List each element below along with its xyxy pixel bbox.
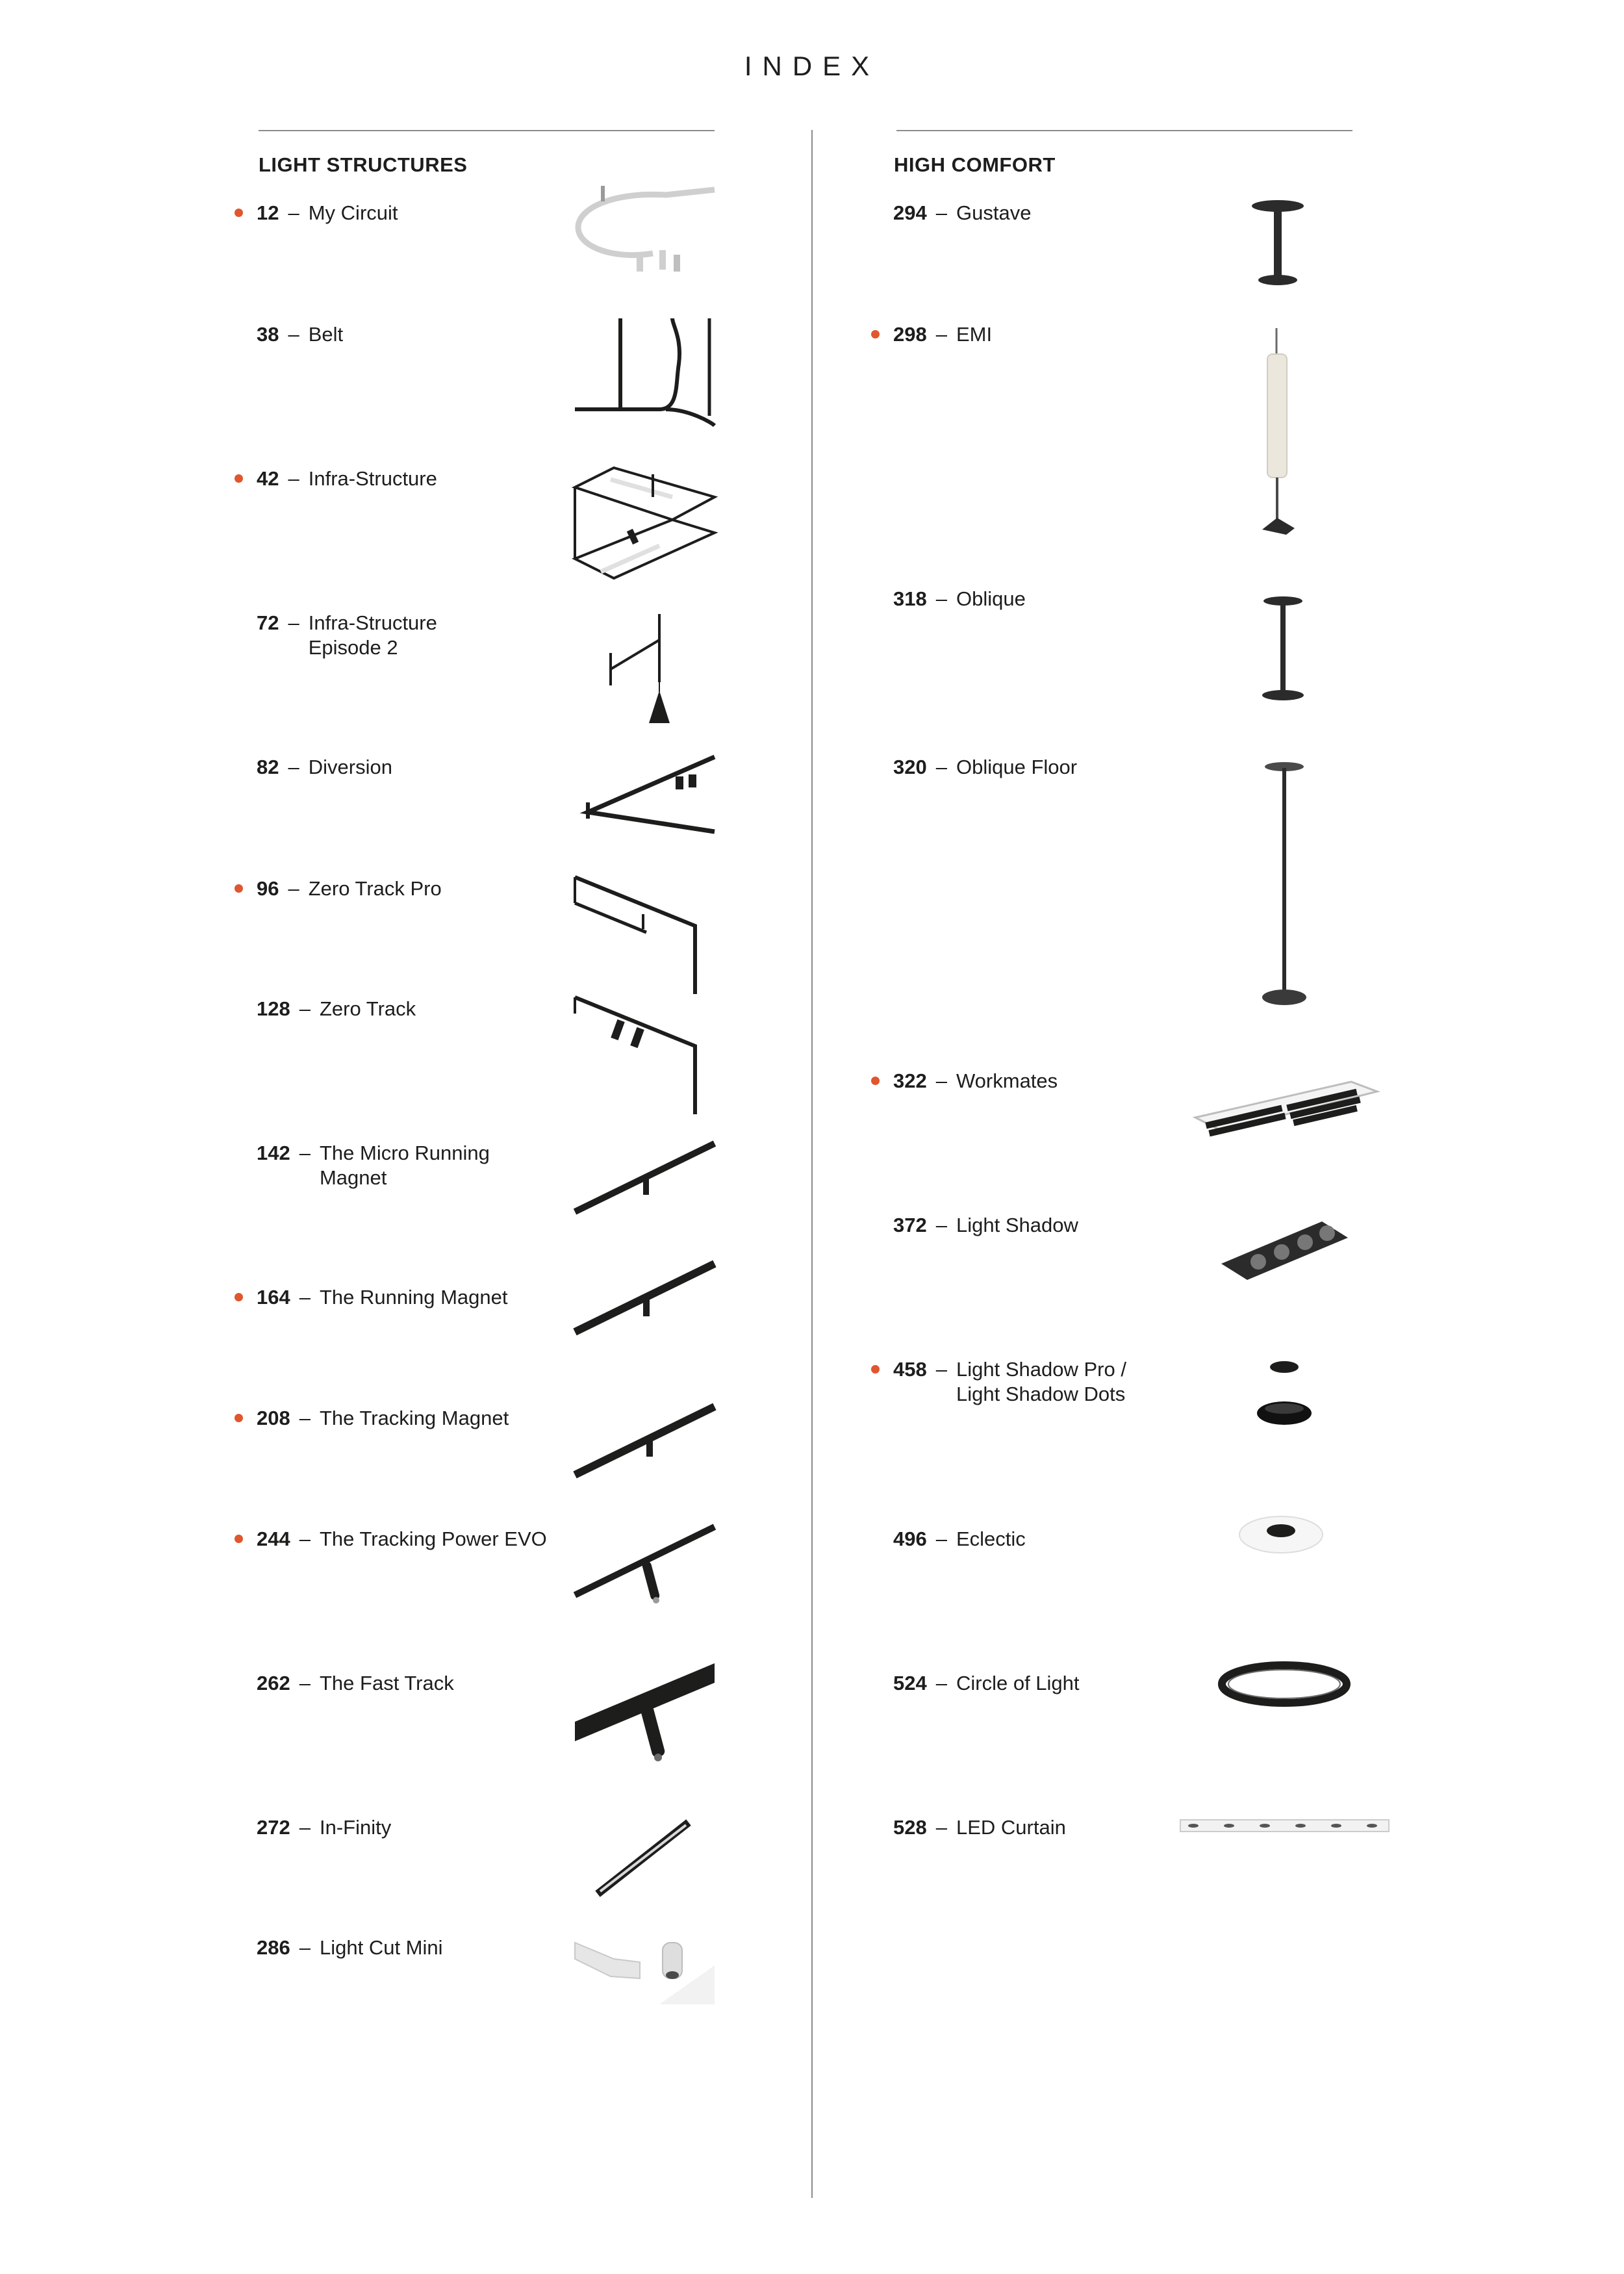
product-name[interactable] — [309, 611, 437, 660]
product-name-line: Belt — [308, 323, 344, 346]
downlight-dots-icon — [1254, 1358, 1315, 1426]
dash: – — [935, 1214, 947, 1236]
belt-suspension-icon — [575, 318, 715, 429]
index-entry-tracking-power-evo[interactable] — [257, 1527, 547, 1552]
page-number: 458 — [893, 1358, 927, 1381]
product-name-line: The Fast Track — [319, 1672, 454, 1694]
micro-magnet-track-icon — [575, 1140, 715, 1218]
cylinder-floor-lamp-icon — [1257, 328, 1299, 536]
product-name-line: Light Cut Mini — [319, 1936, 443, 1959]
product-name[interactable] — [320, 997, 416, 1021]
product-name-line: Oblique — [956, 587, 1026, 610]
product-name[interactable] — [309, 322, 343, 347]
new-indicator-dot — [235, 1535, 243, 1543]
page-number: 38 — [257, 323, 279, 346]
dash: – — [288, 323, 299, 346]
tracking-magnet-icon — [575, 1403, 715, 1481]
product-name[interactable] — [956, 1357, 1126, 1407]
page-number: 42 — [257, 467, 279, 490]
page-number: 496 — [893, 1527, 927, 1550]
product-name-line: Light Shadow Pro / — [956, 1358, 1126, 1381]
page-number: 286 — [257, 1936, 290, 1959]
product-name-line: In-Finity — [319, 1816, 392, 1839]
new-indicator-dot — [871, 1365, 880, 1373]
product-name-line-2: Magnet — [319, 1166, 387, 1189]
recessed-panel-icon — [1192, 1066, 1380, 1147]
page-number: 372 — [893, 1214, 927, 1236]
product-name-line: Infra-Structure — [308, 467, 437, 490]
oblique-table-lamp-icon — [1260, 594, 1306, 702]
product-name-line: EMI — [956, 323, 993, 346]
product-name[interactable] — [956, 201, 1031, 225]
dash: – — [288, 611, 299, 634]
ring-light-icon — [1218, 1660, 1351, 1709]
zero-track-icon — [575, 994, 698, 1114]
product-name-line: Light Shadow — [956, 1214, 1078, 1236]
index-entry-led-curtain[interactable] — [893, 1815, 1066, 1840]
running-magnet-icon — [575, 1260, 715, 1338]
page-number: 320 — [893, 756, 927, 778]
product-name[interactable] — [956, 322, 992, 347]
page-number: 96 — [257, 877, 279, 900]
section-heading-high-comfort: HIGH COMFORT — [894, 153, 1056, 176]
product-name[interactable] — [320, 1671, 454, 1696]
product-name-line: Gustave — [956, 201, 1032, 224]
product-name-line: My Circuit — [308, 201, 398, 224]
page-number: 294 — [893, 201, 927, 224]
dash: – — [935, 1358, 947, 1381]
table-lamp-icon — [1250, 198, 1306, 286]
dash: – — [299, 1816, 311, 1839]
dash: – — [288, 467, 299, 490]
product-name[interactable] — [309, 876, 442, 901]
product-name-line: The Tracking Magnet — [319, 1407, 509, 1429]
dash: – — [299, 1527, 311, 1550]
index-entry-emi[interactable] — [893, 322, 992, 347]
dash: – — [299, 1672, 311, 1694]
product-name-line: Circle of Light — [956, 1672, 1080, 1694]
page-number: 72 — [257, 611, 279, 634]
dash: – — [935, 1672, 947, 1694]
new-indicator-dot — [235, 474, 243, 483]
new-indicator-dot — [871, 330, 880, 339]
product-name-line: The Running Magnet — [319, 1286, 508, 1309]
index-entry-circle-of-light[interactable] — [893, 1671, 1080, 1696]
page-number: 528 — [893, 1816, 927, 1839]
index-entry-belt[interactable] — [257, 322, 343, 347]
index-entry-light-shadow[interactable] — [893, 1213, 1078, 1238]
circular-track-icon — [575, 182, 715, 286]
dash: – — [935, 756, 947, 778]
product-name-line: Zero Track — [319, 997, 416, 1020]
page-title: INDEX — [744, 51, 880, 81]
diversion-track-icon — [578, 754, 715, 835]
new-indicator-dot — [871, 1077, 880, 1085]
product-name-line: Diversion — [308, 756, 392, 778]
product-name-line: Oblique Floor — [956, 756, 1078, 778]
dash: – — [935, 201, 947, 224]
dash: – — [935, 1527, 947, 1550]
product-name[interactable] — [956, 1527, 1026, 1552]
column-divider — [811, 130, 813, 2198]
product-name[interactable] — [956, 1213, 1078, 1238]
index-entry-fast-track[interactable] — [257, 1671, 454, 1696]
left-column-rule — [259, 130, 715, 131]
page-number: 322 — [893, 1069, 927, 1092]
zero-track-pro-icon — [575, 874, 698, 994]
new-indicator-dot — [235, 1414, 243, 1422]
index-entry-micro-running-magnet[interactable] — [257, 1141, 490, 1190]
grid-structure-icon — [575, 461, 715, 588]
dash: – — [935, 1816, 947, 1839]
new-indicator-dot — [235, 1293, 243, 1301]
product-name[interactable] — [309, 201, 398, 225]
page-number: 524 — [893, 1672, 927, 1694]
product-name[interactable] — [309, 755, 392, 780]
section-heading-light-structures: LIGHT STRUCTURES — [259, 153, 468, 176]
page-number: 244 — [257, 1527, 290, 1550]
page-number: 272 — [257, 1816, 290, 1839]
product-name[interactable] — [320, 1815, 391, 1840]
product-name[interactable] — [320, 1285, 508, 1310]
dash: – — [299, 997, 311, 1020]
product-name-line-2: Episode 2 — [308, 636, 398, 659]
dash: – — [935, 1069, 947, 1092]
floor-lamp-icon — [1260, 760, 1309, 1007]
product-name-line: The Micro Running — [319, 1142, 490, 1164]
product-name[interactable] — [956, 587, 1026, 611]
index-entry-eclectic[interactable] — [893, 1527, 1026, 1552]
page-number: 208 — [257, 1407, 290, 1429]
index-entry-light-shadow-pro[interactable] — [893, 1357, 1126, 1407]
pendant-structure-icon — [607, 614, 679, 724]
product-name-line: Workmates — [956, 1069, 1058, 1092]
index-entry-zero-track-pro[interactable] — [257, 876, 442, 901]
tracking-power-icon — [575, 1524, 715, 1611]
product-name[interactable] — [956, 1671, 1080, 1696]
dash: – — [299, 1407, 311, 1429]
dash: – — [299, 1286, 311, 1309]
dash: – — [299, 1936, 311, 1959]
product-name[interactable] — [956, 1069, 1058, 1093]
page-number: 142 — [257, 1142, 290, 1164]
page-number: 298 — [893, 323, 927, 346]
index-entry-in-finity[interactable] — [257, 1815, 391, 1840]
dash: – — [288, 877, 299, 900]
product-name[interactable] — [320, 1935, 443, 1960]
product-name[interactable] — [320, 1141, 490, 1190]
page-number: 128 — [257, 997, 290, 1020]
dash: – — [299, 1142, 311, 1164]
light-cut-mini-icon — [575, 1930, 715, 2004]
index-entry-running-magnet[interactable] — [257, 1285, 508, 1310]
product-name[interactable] — [956, 1815, 1066, 1840]
new-indicator-dot — [235, 884, 243, 893]
product-name-line: Eclectic — [956, 1527, 1026, 1550]
light-shadow-icon — [1218, 1215, 1351, 1286]
page-number: 164 — [257, 1286, 290, 1309]
index-entry-my-circuit[interactable] — [257, 201, 398, 225]
dash: – — [935, 323, 947, 346]
index-entry-workmates[interactable] — [893, 1069, 1058, 1093]
dash: – — [288, 756, 299, 778]
index-entry-oblique-floor[interactable] — [893, 755, 1077, 780]
dash: – — [288, 201, 299, 224]
page-number: 318 — [893, 587, 927, 610]
eclectic-downlight-icon — [1237, 1514, 1325, 1556]
index-entry-light-cut-mini[interactable] — [257, 1935, 443, 1960]
product-name[interactable] — [320, 1406, 509, 1431]
index-entry-infra-structure[interactable] — [257, 466, 437, 491]
dash: – — [935, 587, 947, 610]
product-name[interactable] — [320, 1527, 547, 1552]
product-name[interactable] — [956, 755, 1077, 780]
page-number: 12 — [257, 201, 279, 224]
product-name-line: Infra-Structure — [308, 611, 437, 634]
index-entry-diversion[interactable] — [257, 755, 392, 780]
linear-profile-icon — [591, 1816, 692, 1900]
product-name-line-2: Light Shadow Dots — [956, 1383, 1126, 1405]
fast-track-icon — [575, 1660, 715, 1764]
new-indicator-dot — [235, 209, 243, 217]
page-number: 262 — [257, 1672, 290, 1694]
right-column-rule — [896, 130, 1352, 131]
led-curtain-icon — [1179, 1816, 1390, 1835]
index-entry-oblique[interactable] — [893, 587, 1026, 611]
index-entry-infra-structure-episode-2[interactable] — [257, 611, 437, 660]
product-name-line: LED Curtain — [956, 1816, 1066, 1839]
page-number: 82 — [257, 756, 279, 778]
product-name-line: Zero Track Pro — [308, 877, 442, 900]
index-entry-tracking-magnet[interactable] — [257, 1406, 509, 1431]
index-entry-zero-track[interactable] — [257, 997, 416, 1021]
index-entry-gustave[interactable] — [893, 201, 1031, 225]
product-name-line: The Tracking Power EVO — [319, 1527, 547, 1550]
product-name[interactable] — [309, 466, 437, 491]
